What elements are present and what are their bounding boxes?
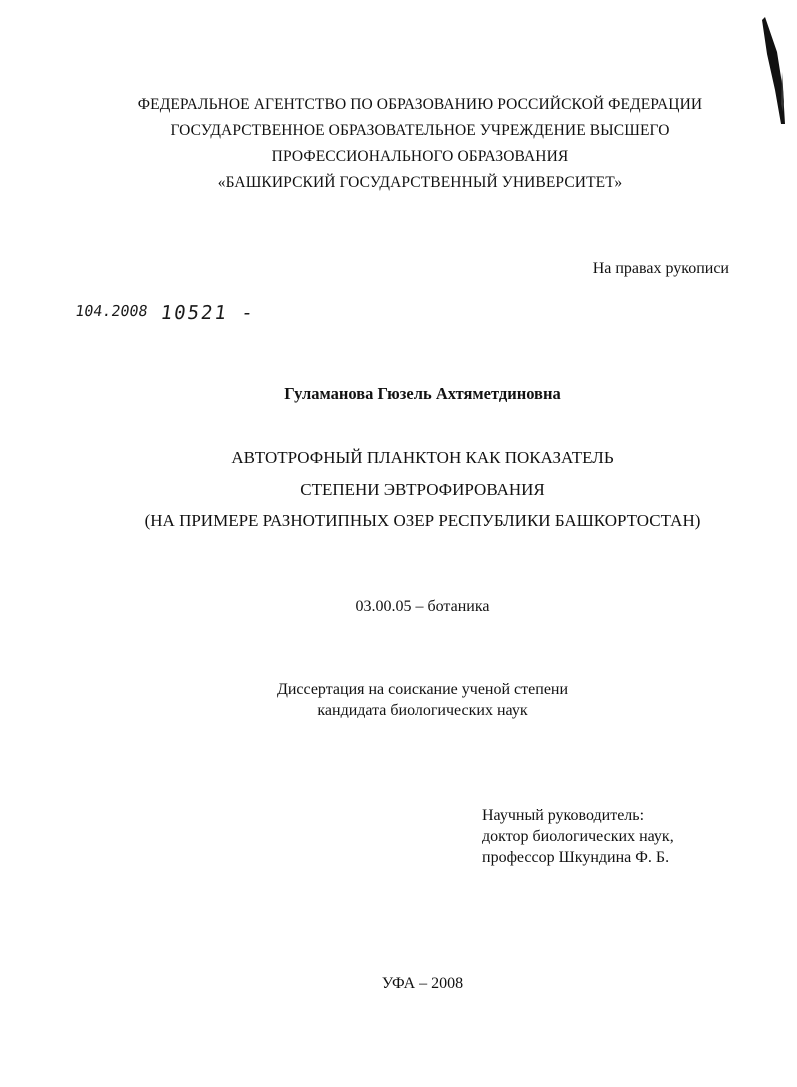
supervisor-line: Научный руководитель: bbox=[482, 807, 645, 824]
specialty-code: 03.00.05 – ботаника bbox=[355, 598, 490, 615]
supervisor-line: профессор Шкундина Ф. Б. bbox=[482, 849, 670, 866]
rights-note: На правах рукописи bbox=[592, 260, 729, 277]
stamp-suffix: - bbox=[239, 302, 257, 324]
title-line: (НА ПРИМЕРЕ РАЗНОТИПНЫХ ОЗЕР РЕСПУБЛИКИ БАШКОРТОСТАН) bbox=[144, 511, 701, 530]
institution-header bbox=[40, 92, 797, 196]
stamp-prefix: 104.2008 bbox=[74, 302, 149, 320]
header-line: «БАШКИРСКИЙ ГОСУДАРСТВЕННЫЙ УНИВЕРСИТЕТ» bbox=[217, 174, 623, 191]
supervisor-line: доктор биологических наук, bbox=[482, 828, 674, 845]
city-year: УФА – 2008 bbox=[381, 975, 464, 992]
header-line: ФЕДЕРАЛЬНОЕ АГЕНТСТВО ПО ОБРАЗОВАНИЮ РОССИЙСКОЙ ФЕДЕРАЦИИ bbox=[137, 96, 703, 113]
title-line: СТЕПЕНИ ЭВТРОФИРОВАНИЯ bbox=[300, 479, 545, 499]
degree-line: Диссертация на соискание ученой степени bbox=[276, 681, 569, 698]
degree-line: кандидата биологических наук bbox=[317, 702, 528, 719]
title-line: АВТОТРОФНЫЙ ПЛАНКТОН КАК ПОКАЗАТЕЛЬ bbox=[231, 448, 614, 467]
registration-stamp bbox=[73, 302, 256, 324]
supervisor-block bbox=[482, 805, 674, 868]
header-line: ПРОФЕССИОНАЛЬНОГО ОБРАЗОВАНИЯ bbox=[271, 148, 569, 165]
author-name: Гуламанова Гюзель Ахтяметдиновна bbox=[284, 384, 561, 403]
dissertation-title bbox=[0, 442, 797, 537]
header-line: ГОСУДАРСТВЕННОЕ ОБРАЗОВАТЕЛЬНОЕ УЧРЕЖДЕНИЕ ВЫСШЕГО bbox=[170, 122, 670, 139]
stamp-number: 10521 bbox=[159, 302, 230, 324]
degree-statement bbox=[0, 679, 797, 721]
